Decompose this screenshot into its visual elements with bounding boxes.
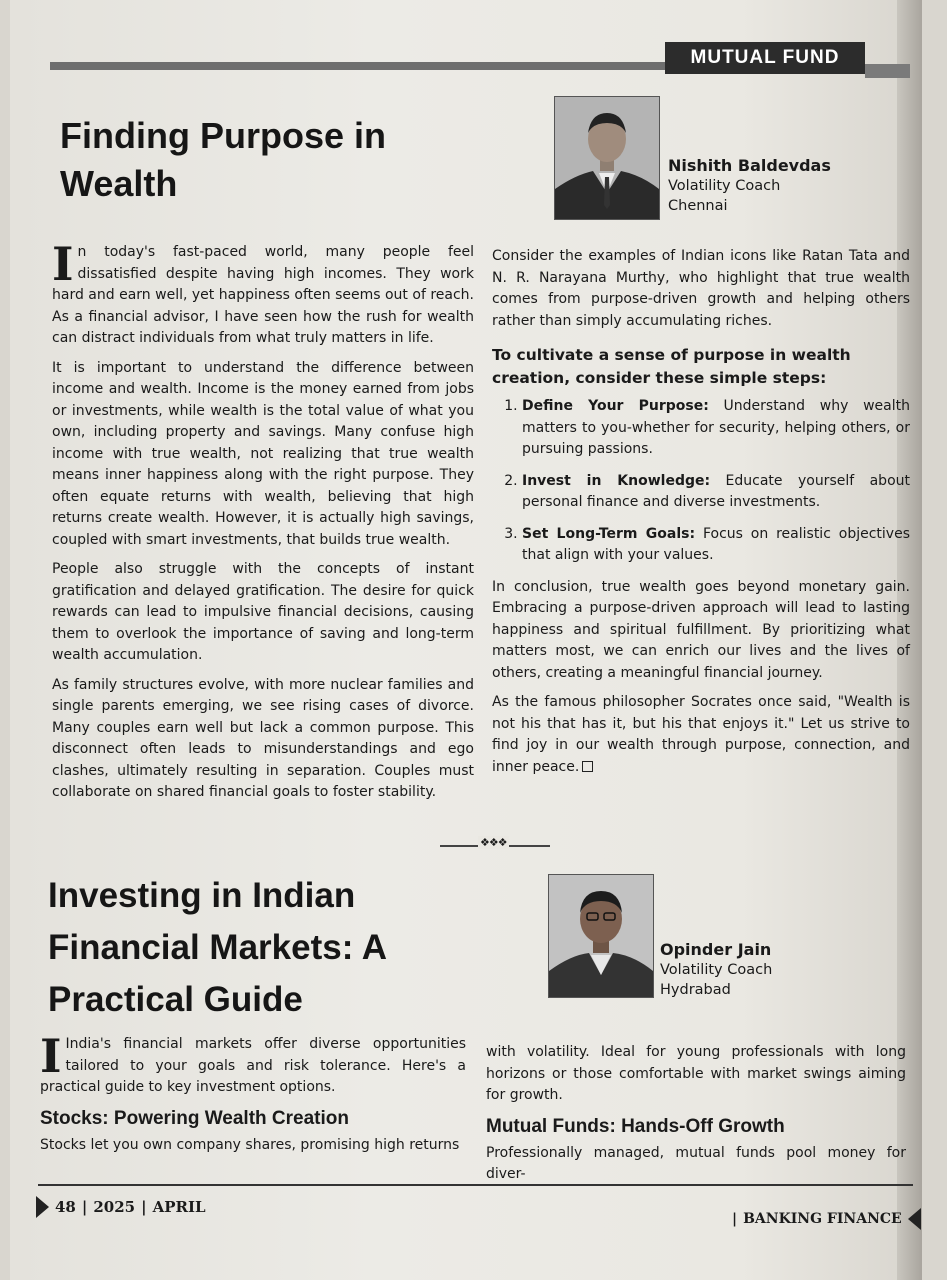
author1-city: Chennai xyxy=(668,198,728,214)
steps-list xyxy=(492,396,910,567)
issue-year: 2025 xyxy=(93,1198,136,1216)
steps-heading: To cultivate a sense of purpose in wealth creation, consider these simple steps: xyxy=(492,346,851,387)
author1-name: Nishith Baldevdas xyxy=(668,156,831,175)
issue-month: APRIL xyxy=(152,1198,206,1216)
author2-photo xyxy=(548,874,654,998)
end-mark-icon xyxy=(582,761,593,772)
article1-right-column xyxy=(492,246,910,786)
article1-para-3: People also struggle with the concepts of instant gratification and delayed gratification. The desire for quick rewards can lead to impulsive financial decisions, causing them to overlook the importance of saving and long-term wealth accumulation. xyxy=(52,561,474,663)
author2-name: Opinder Jain xyxy=(660,940,772,959)
article1-left-column xyxy=(52,237,474,812)
author1-role: Volatility Coach xyxy=(668,178,781,194)
article1-conclusion: In conclusion, true wealth goes beyond monetary gain. Embracing a purpose-driven approach will lead to lasting happiness and spiritual fulfillment. By prioritizing what matters most, we can enrich our lives and the lives of others, creating a meaningful financial journey. xyxy=(492,578,910,681)
article1-closing: As the famous philosopher Socrates once said, "Wealth is not his that has it, but his that enjoys it." Let us strive to find joy in our wealth through purpose, connection, and inner peace. xyxy=(492,694,910,775)
subhead-stocks: Stocks: Powering Wealth Creation xyxy=(40,1107,349,1129)
footer-rule xyxy=(38,1184,913,1186)
article2-title: Investing in Indian Financial Markets: A Practical Guide xyxy=(48,876,386,1019)
divider-ornament-icon: ❖❖❖ xyxy=(480,836,507,849)
article1-intro-right: Consider the examples of Indian icons like Ratan Tata and N. R. Narayana Murthy, who highlight that true wealth comes from purpose-driven growth and helping others rather than simply accumulating riches. xyxy=(492,248,910,329)
footer-issue: 48 | 2025 | APRIL xyxy=(36,1196,206,1218)
author1-photo xyxy=(554,96,660,220)
magazine-name: BANKING FINANCE xyxy=(743,1211,902,1227)
section-tag-tail xyxy=(865,64,910,78)
triangle-left-icon xyxy=(908,1208,921,1230)
footer-magazine: | BANKING FINANCE xyxy=(732,1208,921,1230)
article1-para-2: It is important to understand the difference between income and wealth. Income is the money earned from jobs or investments, while wealth is the total value of what you own, including property and savings. Many confuse high income with true wealth, not realizing that true wealth means inner happiness along with the right purpose. They often equate returns with wealth, believing that high returns create wealth. However, it is actually high savings, coupled with smart investments, that builds true wealth. xyxy=(52,359,474,548)
article2-intro: I India's financial markets offer diverse opportunities tailored to your goals and risk tolerance. Here's a practical guide to key investment options. xyxy=(40,1029,466,1095)
header-rule xyxy=(50,62,668,70)
article2-dropcap: I xyxy=(40,1029,62,1083)
section-tag: MUTUAL FUND xyxy=(665,42,865,74)
subhead-mutual-funds: Mutual Funds: Hands-Off Growth xyxy=(486,1115,785,1137)
page-number: 48 xyxy=(55,1198,76,1216)
author2-byline xyxy=(660,940,772,1000)
author2-city: Hydrabad xyxy=(660,982,731,998)
author2-role: Volatility Coach xyxy=(660,962,773,978)
article1-para-4: As family structures evolve, with more nuclear families and single parents emerging, we see rising cases of divorce. Many couples earn well but lack a common purpose. This disconnect often leads to misunderstandings and ego clashes, ultimately resulting in separation. Couples must collaborate on shared financial goals to foster stability. xyxy=(52,676,474,800)
triangle-right-icon xyxy=(36,1196,49,1218)
step-item: 3. Set Long-Term Goals: Focus on realistic objectives that align with your values. xyxy=(522,524,910,567)
article2-left-column xyxy=(40,1029,466,1164)
article1-title: Finding Purpose in Wealth xyxy=(60,115,386,204)
article1-para-1: In today's fast-paced world, many people feel dissatisfied despite having high incomes. They work hard and earn well, yet happiness often seems out of reach. As a financial advisor, I have seen how the rush for wealth can distract individuals from what truly matters in life. xyxy=(52,237,474,346)
author1-byline xyxy=(668,156,831,216)
stocks-text: Stocks let you own company shares, promising high returns xyxy=(40,1136,460,1153)
article2-right-column xyxy=(486,1042,906,1194)
mutual-funds-text: Professionally managed, mutual funds pool money for diver- xyxy=(486,1144,906,1182)
step-item: 1. Define Your Purpose: Understand why wealth matters to you-whether for security, helping others, or pursuing passions. xyxy=(522,396,910,461)
article1-dropcap: I xyxy=(52,237,74,291)
step-item: 2. Invest in Knowledge: Educate yourself about personal finance and diverse investments. xyxy=(522,471,910,514)
article2-right-text: with volatility. Ideal for young professionals with long horizons or those comfortable with market swings aiming for growth. xyxy=(486,1044,906,1103)
